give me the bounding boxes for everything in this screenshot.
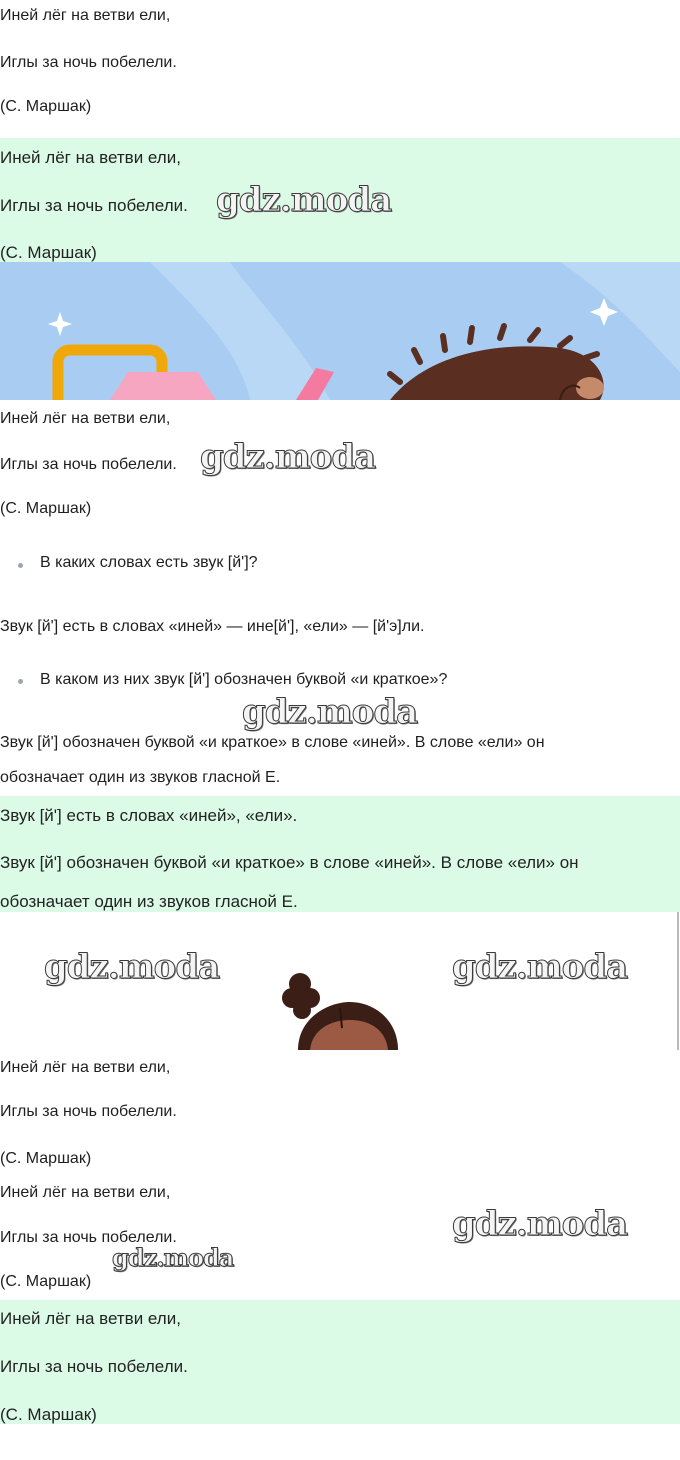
- pink-object: [110, 372, 216, 400]
- question-2: В каком из них звук [й'] обозначен буквой «и краткое»?: [40, 671, 448, 688]
- poem-line-1: Иней лёг на ветви ели,: [0, 1309, 181, 1328]
- watermark: gdz.moda: [112, 1243, 234, 1272]
- answer-highlight-block: [0, 796, 680, 912]
- answer-2-line-1: Звук [й'] обозначен буквой «и краткое» в слове «иней». В слове «ели» он: [0, 734, 545, 751]
- poem-author: (С. Маршак): [0, 98, 92, 115]
- watermark: gdz.moda: [44, 947, 220, 987]
- divider: [677, 912, 679, 1050]
- answer-1: Звук [й'] есть в словах «иней» — ине[й'], «ели» — [й'э]ли.: [0, 618, 425, 635]
- poem-author: (С. Маршак): [0, 1405, 97, 1424]
- watermark: gdz.moda: [216, 180, 392, 220]
- answer-2-line-2: обозначает один из звуков гласной Е.: [0, 769, 281, 786]
- poem-line-2: Иглы за ночь побелели.: [0, 54, 177, 71]
- poem-author: (С. Маршак): [0, 243, 97, 262]
- bullet-icon: [18, 679, 23, 684]
- poem-line-2: Иглы за ночь побелели.: [0, 196, 188, 215]
- poem-line-1: Иней лёг на ветви ели,: [0, 148, 181, 167]
- poem-line-2: Иглы за ночь побелели.: [0, 1103, 177, 1120]
- watermark: gdz.moda: [452, 947, 628, 987]
- poem-author: (С. Маршак): [0, 500, 92, 517]
- poem-line-2: Иглы за ночь побелели.: [0, 1357, 188, 1376]
- poem-line-1: Иней лёг на ветви ели,: [0, 410, 171, 427]
- answer-box-line-1: Звук [й'] есть в словах «иней», «ели».: [0, 806, 298, 825]
- poem-line-2: Иглы за ночь побелели.: [0, 1229, 177, 1246]
- poem-author: (С. Маршак): [0, 1273, 92, 1290]
- illustration-banner: [0, 262, 680, 400]
- watermark: gdz.moda: [452, 1204, 628, 1244]
- bullet-icon: [18, 563, 23, 568]
- watermark: gdz.moda: [200, 437, 376, 477]
- girl-illustration: [270, 968, 410, 1050]
- answer-box-line-3: обозначает один из звуков гласной Е.: [0, 892, 298, 911]
- poem-highlight-block: [0, 1300, 680, 1424]
- poem-line-1: Иней лёг на ветви ели,: [0, 1059, 171, 1076]
- poem-line-1: Иней лёг на ветви ели,: [0, 7, 171, 24]
- poem-line-1: Иней лёг на ветви ели,: [0, 1184, 171, 1201]
- poem-author: (С. Маршак): [0, 1150, 92, 1167]
- question-1: В каких словах есть звук [й']?: [40, 554, 258, 571]
- watermark: gdz.moda: [242, 692, 418, 732]
- answer-box-line-2: Звук [й'] обозначен буквой «и краткое» в слове «иней». В слове «ели» он: [0, 853, 579, 872]
- banner-illustration: [0, 262, 680, 400]
- poem-line-2: Иглы за ночь побелели.: [0, 456, 177, 473]
